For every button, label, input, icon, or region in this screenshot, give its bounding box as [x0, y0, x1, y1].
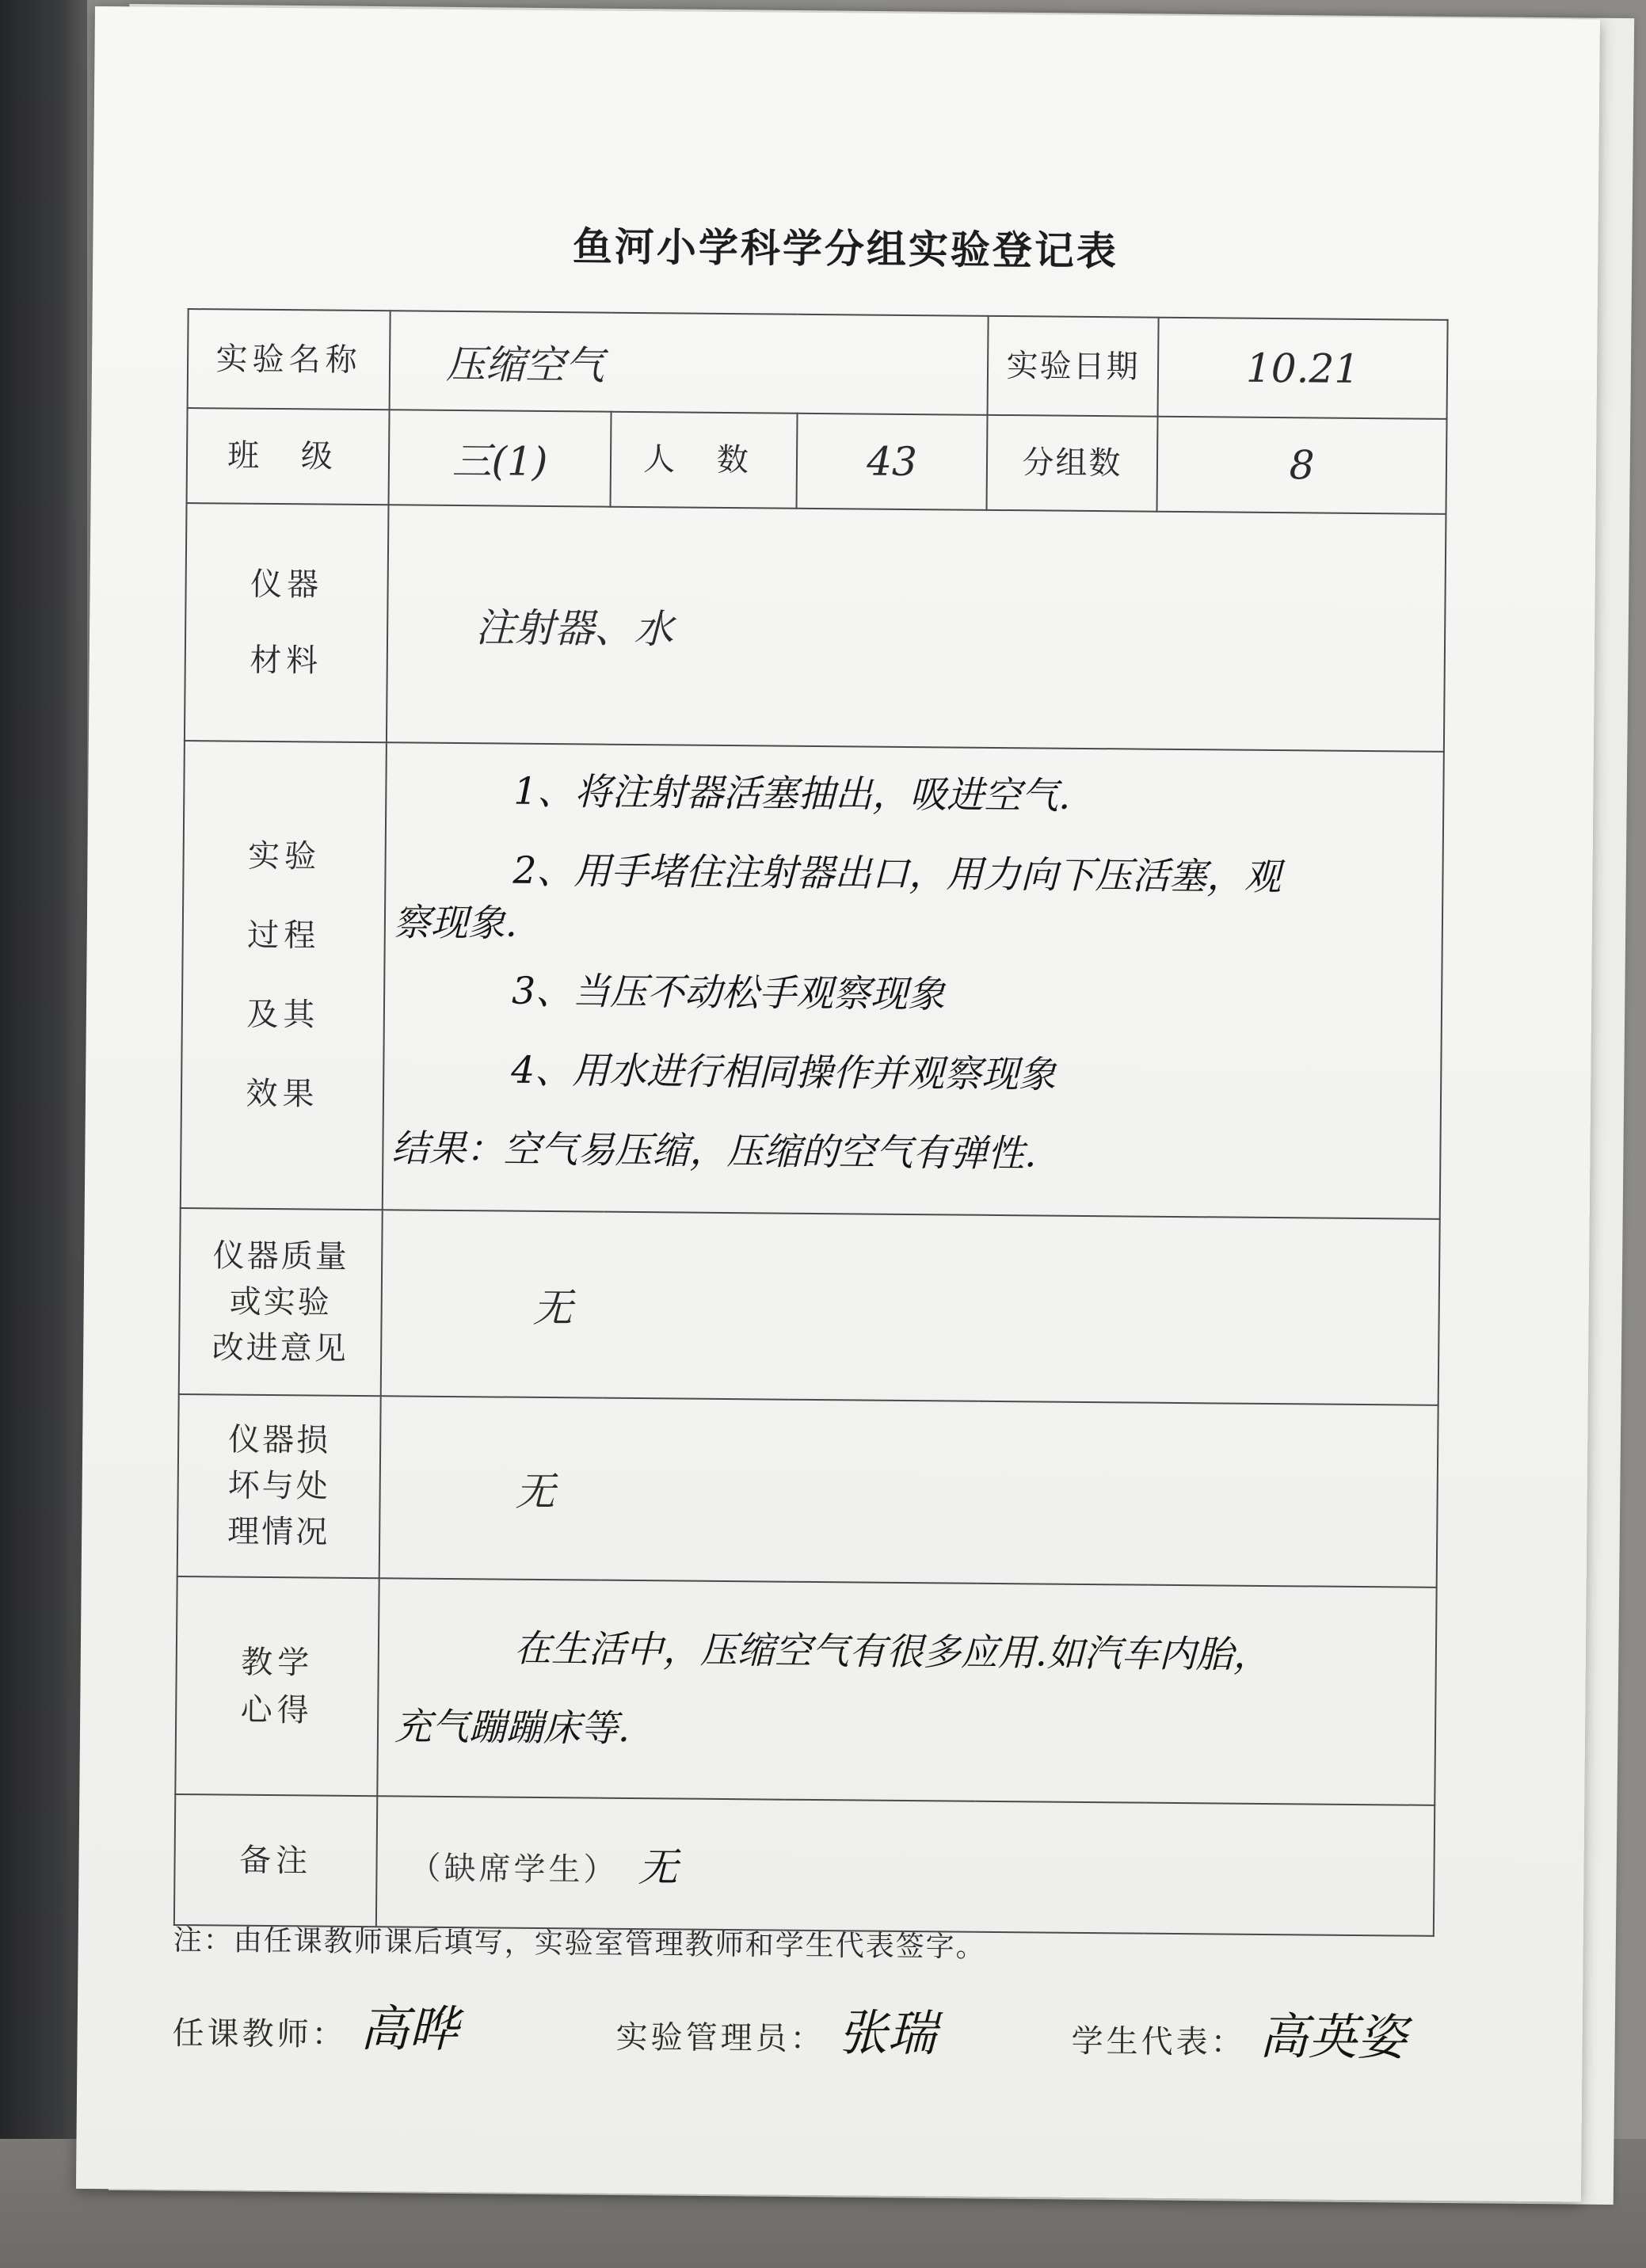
row-experiment-name: [188, 309, 1448, 419]
group-count-label: 分组数: [987, 415, 1158, 512]
remarks-label: 备注: [174, 1794, 377, 1927]
row-quality: [179, 1208, 1440, 1405]
class-label: 班 级: [187, 408, 390, 505]
materials-label-line: 材料: [250, 642, 323, 680]
experiment-name-label: 实验名称: [188, 309, 391, 410]
teacher-signature-block: [172, 1988, 458, 2060]
experiment-date-value: 10.21: [1158, 318, 1448, 419]
quality-value: 无: [381, 1210, 1440, 1405]
row-materials: [185, 503, 1446, 752]
row-damage: [177, 1394, 1438, 1588]
process-step: 3、当压不动松手观察现象: [511, 969, 946, 1017]
quality-label-line: 改进意见: [211, 1328, 349, 1367]
experiment-name-value: 压缩空气: [390, 311, 989, 415]
process-content: [383, 742, 1444, 1219]
background-dark-left: [0, 0, 87, 2268]
student-signature: 高英姿: [1259, 2007, 1407, 2067]
process-label-line: 效果: [246, 1075, 319, 1113]
admin-signature: 张瑞: [838, 2003, 937, 2063]
quality-label-line: 仪器质量: [212, 1237, 349, 1275]
damage-label: [177, 1394, 381, 1578]
damage-label-line: 理情况: [227, 1513, 330, 1551]
teacher-signature: 高晔: [360, 1999, 459, 2059]
materials-value: 注射器、水: [387, 505, 1446, 752]
quality-label: [179, 1208, 383, 1396]
row-process: [181, 741, 1444, 1219]
damage-label-line: 坏与处: [227, 1467, 330, 1505]
registration-sheet: [76, 6, 1600, 2201]
admin-label: 实验管理员：: [615, 2018, 825, 2058]
quality-label-line: 或实验: [229, 1283, 332, 1321]
process-step: 1、将注射器活塞抽出，吸进空气.: [513, 769, 1071, 818]
student-label: 学生代表：: [1071, 2022, 1246, 2061]
people-count-label: 人 数: [611, 412, 798, 509]
admin-signature-block: [615, 1992, 936, 2065]
remarks-content: [376, 1796, 1435, 1936]
process-result: 结果：空气易压缩，压缩的空气有弹性.: [391, 1126, 1037, 1176]
materials-label-line: 仪器: [250, 566, 324, 604]
process-step: 察现象.: [393, 901, 518, 946]
process-label: [181, 741, 387, 1210]
row-remarks: [174, 1794, 1435, 1936]
materials-label: [185, 503, 389, 742]
group-count-value: 8: [1157, 417, 1447, 514]
document-title: 鱼河小学科学分组实验登记表: [572, 223, 1119, 275]
teaching-label: [175, 1576, 379, 1796]
process-label-line: 及其: [246, 996, 320, 1034]
footer-note: 注：由任课教师课后填写，实验室管理教师和学生代表签字。: [173, 1923, 986, 1964]
process-step: 4、用水进行相同操作并观察现象: [511, 1048, 1057, 1097]
row-teaching: [175, 1576, 1436, 1805]
damage-label-line: 仪器损: [228, 1421, 331, 1459]
process-label-line: 实验: [247, 837, 322, 875]
teaching-line: 在生活中，压缩空气有很多应用.如汽车内胎，: [513, 1626, 1271, 1677]
process-label-line: 过程: [247, 917, 321, 955]
teacher-label: 任课教师：: [172, 2015, 347, 2053]
experiment-form-table: [173, 308, 1449, 1937]
experiment-date-label: 实验日期: [988, 316, 1159, 417]
remarks-value: 无: [638, 1843, 678, 1891]
process-step: 2、用手堵住注射器出口，用力向下压活塞，观: [512, 848, 1282, 900]
teaching-label-line: 心得: [240, 1691, 314, 1729]
people-count-value: 43: [797, 414, 988, 510]
teaching-line: 充气蹦蹦床等.: [394, 1704, 631, 1751]
student-signature-block: [1071, 1995, 1406, 2069]
class-value: 三(1): [389, 410, 612, 506]
remarks-prefix: （缺席学生）: [409, 1850, 619, 1889]
teaching-content: [377, 1578, 1436, 1805]
teaching-label-line: 教学: [241, 1644, 314, 1681]
damage-value: 无: [379, 1396, 1438, 1588]
row-class-info: [187, 408, 1447, 514]
